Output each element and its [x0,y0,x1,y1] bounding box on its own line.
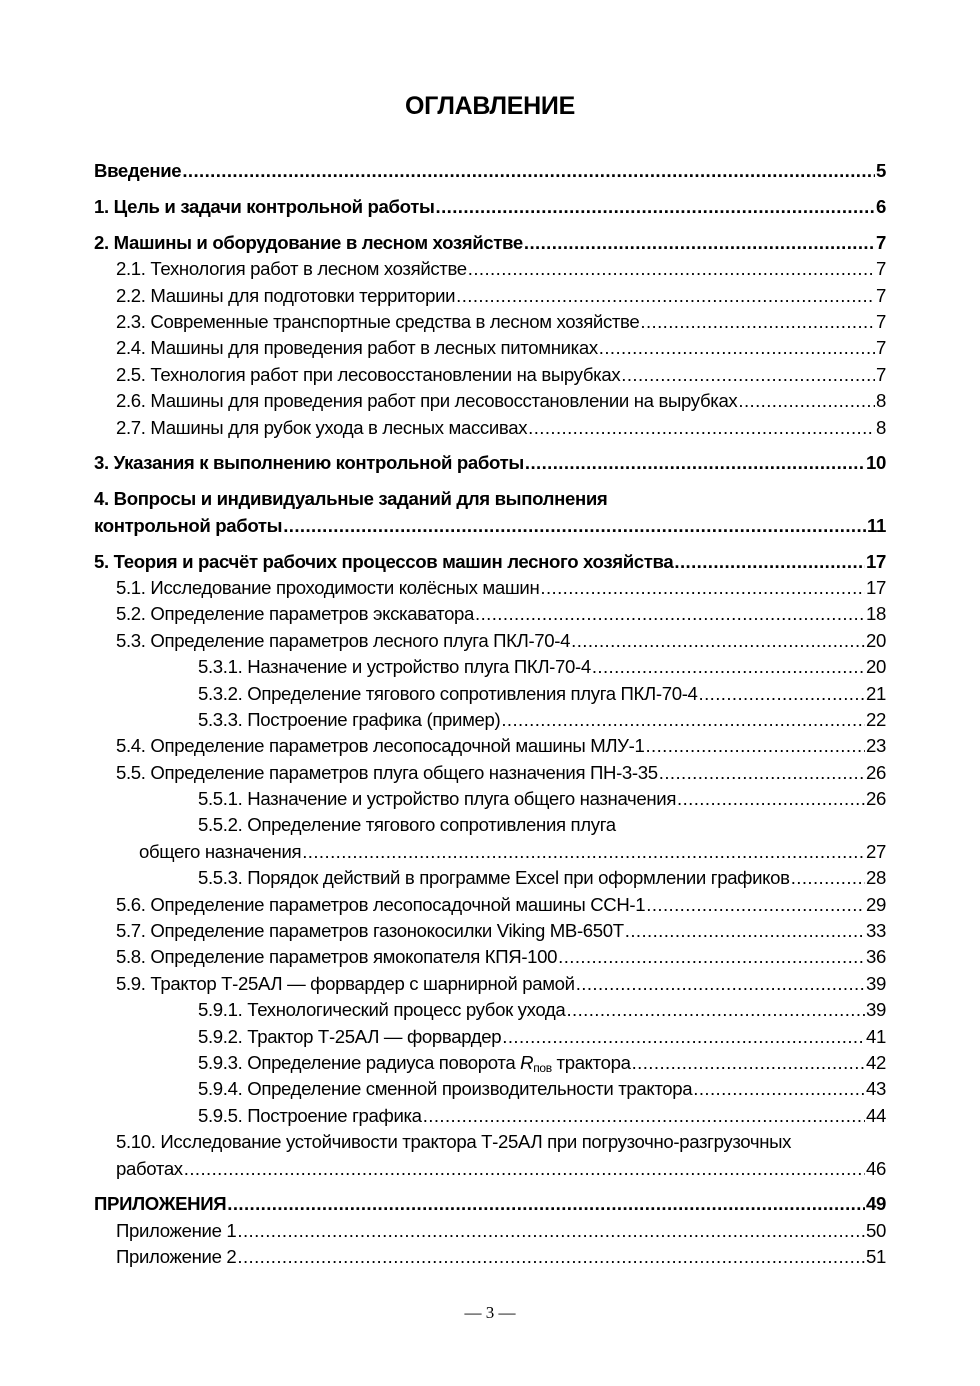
toc-entry-title: 5.4. Определение параметров лесопосадочной машины МЛУ-1 [116,735,645,757]
dot-leader [566,997,865,1023]
toc-entry-page: 21 [866,682,886,704]
toc-entry-title: 5.9.5. Построение графика [198,1104,422,1126]
dot-leader [645,733,865,759]
toc-entry-2-6[interactable] [94,388,886,414]
toc-entry-5-5[interactable] [94,760,886,786]
dot-leader [237,1244,865,1270]
dot-leader [524,230,875,256]
toc-entry-page: 22 [866,708,886,730]
dot-leader [182,158,875,184]
toc-entry-title: Приложение 2 [116,1246,237,1268]
dot-leader [738,388,875,414]
toc-entry-page: 26 [866,761,886,783]
toc-entry-page: 33 [866,920,886,942]
toc-entry-title: 2.7. Машины для рубок ухода в лесных массивах [116,416,528,438]
dot-leader [528,415,875,441]
toc-entry-page: 41 [866,1025,886,1047]
toc-entry-title: Введение [94,160,182,181]
toc-entry-5-4[interactable] [94,733,886,759]
dot-leader [525,450,865,476]
toc-entry-2-4[interactable] [94,335,886,361]
toc-entry-appendices[interactable] [94,1191,886,1217]
dot-leader [436,194,876,220]
toc-entry-2-5[interactable] [94,362,886,388]
dot-leader [576,971,865,997]
toc-entry-5-9[interactable] [94,971,886,997]
dot-leader [621,362,875,388]
table-of-contents [94,158,886,1271]
toc-entry-title: 4. Вопросы и индивидуальные заданий для выполнения [94,488,608,510]
toc-entry-page: 7 [876,363,886,385]
toc-entry-page: 51 [866,1246,886,1268]
toc-entry-appendix-2[interactable] [94,1244,886,1270]
toc-entry-title: 2.4. Машины для проведения работ в лесных питомниках [116,337,598,359]
toc-entry-title: 5.2. Определение параметров экскаватора [116,603,475,625]
toc-entry-5-3[interactable] [94,628,886,654]
toc-entry-title: 2. Машины и оборудование в лесном хозяйстве [94,231,523,253]
toc-entry-page: 23 [866,735,886,757]
toc-entry-page: 28 [866,867,886,889]
page-title: ОГЛАВЛЕНИЕ [405,92,575,120]
dot-leader [791,865,865,891]
toc-entry-page: 20 [866,629,886,651]
toc-entry-title: 5.9.4. Определение сменной производительности трактора [198,1078,693,1100]
toc-entry-title: 5.5.3. Порядок действий в программе Excel при оформлении графиков [198,867,790,889]
dot-leader [302,839,865,865]
toc-entry-page: 39 [866,999,886,1021]
toc-entry-5-6[interactable] [94,892,886,918]
toc-entry-title: контрольной работы [94,514,283,536]
toc-entry-5-9-2[interactable] [94,1024,886,1050]
toc-entry-5-5-2-line-2[interactable] [94,839,886,865]
toc-entry-introduction[interactable] [94,158,886,184]
toc-entry-title: работах [116,1157,183,1179]
dot-leader [571,628,865,654]
toc-entry-title: 5.3. Определение параметров лесного плуга ПКЛ-70-4 [116,629,571,651]
toc-entry-page: 27 [866,840,886,862]
toc-entry-page: 7 [876,258,886,280]
toc-entry-title: 5.9.1. Технологический процесс рубок ухода [198,999,566,1021]
toc-entry-title: 1. Цель и задачи контрольной работы [94,195,435,217]
dot-leader [632,1050,865,1076]
toc-entry-2-2[interactable] [94,283,886,309]
toc-entry-title: 3. Указания к выполнению контрольной работы [94,452,524,474]
toc-entry-5-9-5[interactable] [94,1103,886,1129]
toc-entry-title: Приложение 1 [116,1219,237,1241]
toc-entry-page: 49 [866,1193,886,1215]
toc-entry-page: 42 [866,1052,886,1073]
toc-entry-title: ПРИЛОЖЕНИЯ [94,1193,227,1215]
dot-leader [540,575,865,601]
toc-entry-page: 20 [866,656,886,678]
toc-entry-chapter-4-line-1[interactable] [94,486,886,512]
toc-entry-title: 2.2. Машины для подготовки территории [116,284,456,306]
toc-entry-page: 8 [876,390,886,412]
dot-leader [558,944,865,970]
toc-entry-5-10-line-1[interactable] [94,1129,886,1155]
toc-entry-page: 17 [866,550,886,572]
toc-entry-page: 8 [876,416,886,438]
toc-entry-5-5-1[interactable] [94,786,886,812]
dot-leader [456,283,875,309]
toc-entry-page: 50 [866,1219,886,1241]
toc-entry-chapter-1[interactable] [94,194,886,220]
toc-entry-title: 5.1. Исследование проходимости колёсных машин [116,576,540,598]
toc-entry-title: 5.7. Определение параметров газонокосилки Viking MB-650T [116,920,624,942]
dot-leader [468,256,875,282]
toc-entry-title: 5.6. Определение параметров лесопосадочной машины ССН-1 [116,893,646,915]
dot-leader [640,309,875,335]
dot-leader [693,1076,865,1102]
toc-entry-title: 5.3.2. Определение тягового сопротивления плуга ПКЛ-70-4 [198,682,698,704]
toc-entry-title: 5.3.3. Построение графика (пример) [198,708,501,730]
toc-entry-5-3-3[interactable] [94,707,886,733]
toc-entry-2-7[interactable] [94,415,886,441]
toc-entry-title: общего назначения [139,840,302,862]
dot-leader [599,335,875,361]
toc-entry-title: 5.5. Определение параметров плуга общего назначения ПН-3-35 [116,761,658,783]
toc-entry-title: 5.5.2. Определение тягового сопротивления плуга [198,814,616,836]
toc-entry-2-3[interactable] [94,309,886,335]
toc-entry-5-2[interactable] [94,601,886,627]
dot-leader [646,892,865,918]
toc-entry-5-1[interactable] [94,575,886,601]
toc-entry-title: 5.8. Определение параметров ямокопателя КПЯ-100 [116,946,558,968]
toc-entry-5-5-3[interactable] [94,865,886,891]
dot-leader [674,549,865,575]
dot-leader [227,1191,865,1217]
page-number: — 3 — [464,1303,516,1322]
toc-entry-5-9-3[interactable] [94,1050,886,1076]
dot-leader [501,707,865,733]
toc-entry-title: 2.1. Технология работ в лесном хозяйстве [116,258,467,280]
dot-leader [625,918,865,944]
toc-entry-page: 17 [866,576,886,598]
toc-entry-5-3-2[interactable] [94,681,886,707]
toc-entry-page: 44 [866,1104,886,1126]
toc-entry-page: 11 [867,514,886,536]
dot-leader [677,786,865,812]
dot-leader [283,513,866,539]
toc-entry-page: 10 [866,452,886,474]
toc-entry-chapter-5[interactable] [94,549,886,575]
toc-entry-5-10-line-2[interactable] [94,1156,886,1182]
radius-symbol: R [520,1052,534,1073]
dot-leader [502,1024,865,1050]
toc-entry-page: 7 [876,310,886,332]
dot-leader [475,601,865,627]
toc-entry-page: 7 [876,337,886,359]
toc-entry-title: 2.6. Машины для проведения работ при лесовосстановлении на вырубках [116,390,738,412]
toc-entry-title: 5.3.1. Назначение и устройство плуга ПКЛ-70-4 [198,656,591,678]
dot-leader [699,681,865,707]
toc-entry-5-8[interactable] [94,944,886,970]
toc-entry-page: 43 [866,1078,886,1100]
toc-entry-page: 6 [876,195,886,217]
toc-entry-5-9-1[interactable] [94,997,886,1023]
toc-entry-chapter-2[interactable] [94,230,886,256]
dot-leader [423,1103,865,1129]
toc-entry-chapter-4-line-2[interactable] [94,513,886,539]
toc-entry-title: 2.3. Современные транспортные средства в лесном хозяйстве [116,310,640,332]
radius-subscript: пов [533,1061,552,1075]
toc-entry-title: 5.9. Трактор Т-25АЛ — форвардер с шарнирной рамой [116,972,575,994]
toc-entry-title-part: трактора [551,1052,631,1073]
dot-leader [592,654,865,680]
toc-entry-chapter-3[interactable] [94,450,886,476]
toc-entry-page: 18 [866,603,886,625]
dot-leader [237,1218,865,1244]
toc-entry-page: 5 [876,160,886,181]
toc-entry-page: 26 [866,788,886,810]
toc-entry-title: 5. Теория и расчёт рабочих процессов машин лесного хозяйства [94,550,674,572]
toc-entry-title: 5.10. Исследование устойчивости трактора Т-25АЛ при погрузочно-разгрузочных [116,1131,792,1153]
toc-entry-page: 46 [866,1157,886,1179]
toc-entry-title: 5.5.1. Назначение и устройство плуга общего назначения [198,788,677,810]
toc-entry-page: 7 [876,231,886,253]
toc-entry-title: 2.5. Технология работ при лесовосстановлении на вырубках [116,363,621,385]
toc-entry-page: 7 [876,284,886,306]
toc-entry-5-9-4[interactable] [94,1076,886,1102]
toc-entry-title-part: 5.9.3. Определение радиуса поворота [198,1052,521,1073]
toc-entry-page: 29 [866,893,886,915]
toc-entry-5-7[interactable] [94,918,886,944]
toc-entry-2-1[interactable] [94,256,886,282]
toc-entry-page: 39 [866,972,886,994]
toc-entry-5-3-1[interactable] [94,654,886,680]
toc-entry-page: 36 [866,946,886,968]
dot-leader [184,1156,865,1182]
dot-leader [659,760,865,786]
toc-entry-5-5-2-line-1[interactable] [94,812,886,838]
toc-entry-title: 5.9.2. Трактор Т-25АЛ — форвардер [198,1025,502,1047]
toc-entry-appendix-1[interactable] [94,1218,886,1244]
